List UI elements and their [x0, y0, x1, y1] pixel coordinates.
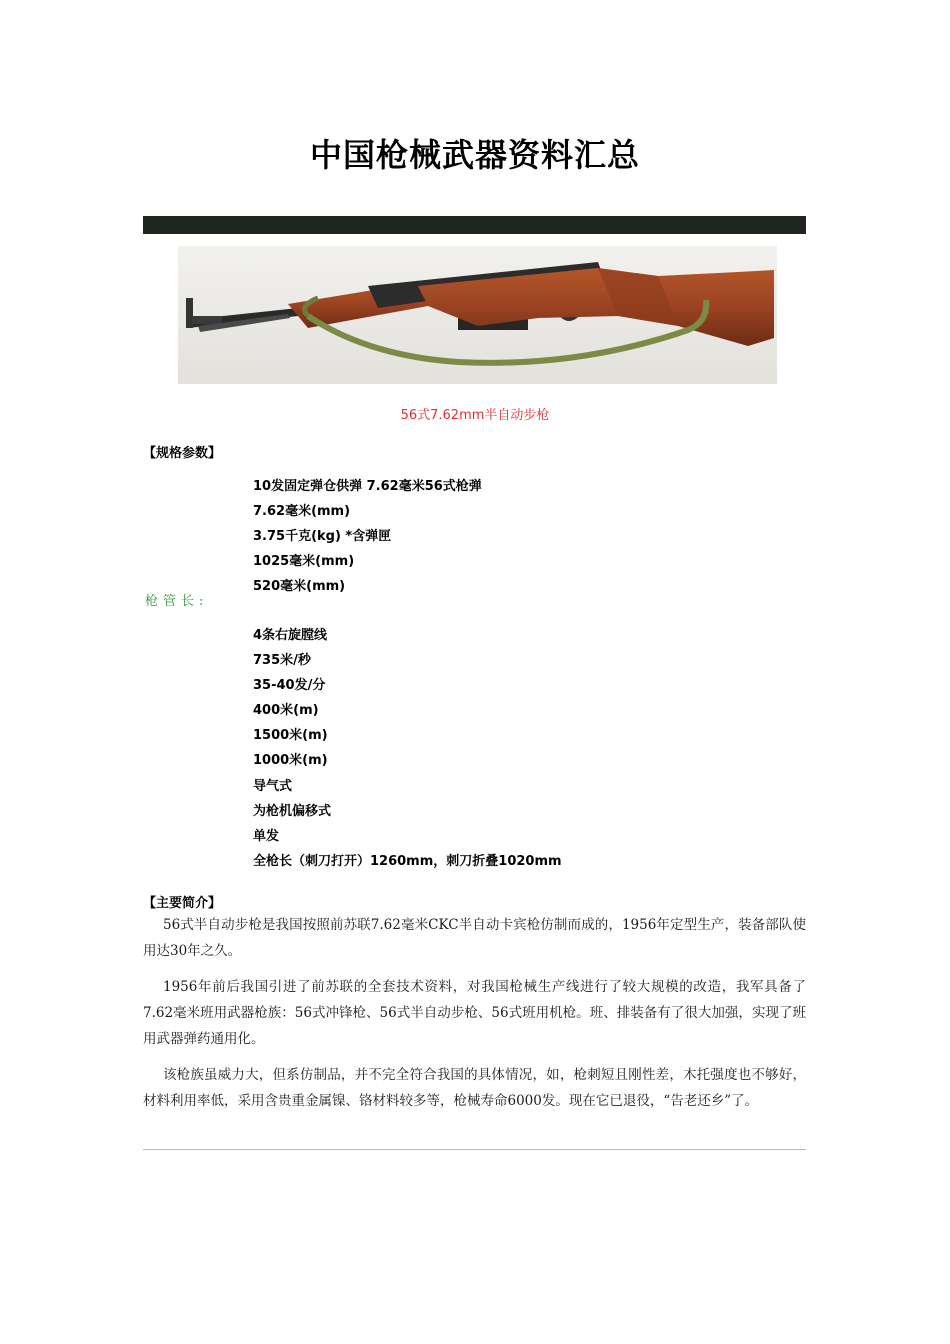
spec-value: 4条右旋膛线: [253, 628, 328, 643]
rifle-photo: [178, 246, 777, 384]
spec-value: 1500米(m): [253, 728, 328, 743]
specs-heading: 【规格参数】: [143, 446, 222, 461]
bottom-divider: [143, 1149, 806, 1150]
spec-value: 为枪机偏移式: [253, 804, 332, 819]
spec-value: 7.62毫米(mm): [253, 504, 351, 519]
spec-value: 全枪长（刺刀打开）1260mm，刺刀折叠1020mm: [253, 854, 562, 869]
spec-value: 10发固定弹仓供弹 7.62毫米56式枪弹: [253, 479, 482, 494]
spec-value: 400米(m): [253, 703, 319, 718]
page-title: 中国枪械武器资料汇总: [309, 136, 640, 174]
intro-paragraph: 该枪族虽威力大，但系仿制品，并不完全符合我国的具体情况，如，枪刺短且刚性差，木托强度也不够好，材料利用率低，采用含贵重金属镍、铬材料较多等，枪械寿命6000发。现在它已退役，“告老还乡”了。: [143, 1067, 806, 1109]
spec-value: 单发: [253, 829, 280, 844]
spec-value: 3.75千克(kg) *含弹匣: [253, 529, 392, 544]
title-divider-bar: [143, 216, 806, 234]
spec-value: 导气式: [253, 779, 293, 794]
intro-paragraph: 56式半自动步枪是我国按照前苏联7.62毫米CKC半自动卡宾枪仿制而成的，1956年定型生产，装备部队使用达30年之久。: [143, 917, 806, 959]
spec-value: 35-40发/分: [253, 678, 326, 693]
spec-value: 1025毫米(mm): [253, 554, 355, 569]
spec-value: 735米/秒: [253, 653, 311, 668]
spec-value: 520毫米(mm): [253, 579, 346, 594]
photo-caption: 56式7.62mm半自动步枪: [400, 408, 550, 423]
intro-paragraph: 1956年前后我国引进了前苏联的全套技术资料，对我国枪械生产线进行了较大规模的改造，我军具备了7.62毫米班用武器枪族：56式冲锋枪、56式半自动步枪、56式班用机枪。班、排装备有了很大加强，实现了班用武器弹药通用化。: [143, 979, 806, 1047]
spec-value: 1000米(m): [253, 753, 328, 768]
barrel-length-label: 枪管长:: [145, 594, 209, 609]
intro-heading: 【主要简介】: [143, 896, 222, 911]
